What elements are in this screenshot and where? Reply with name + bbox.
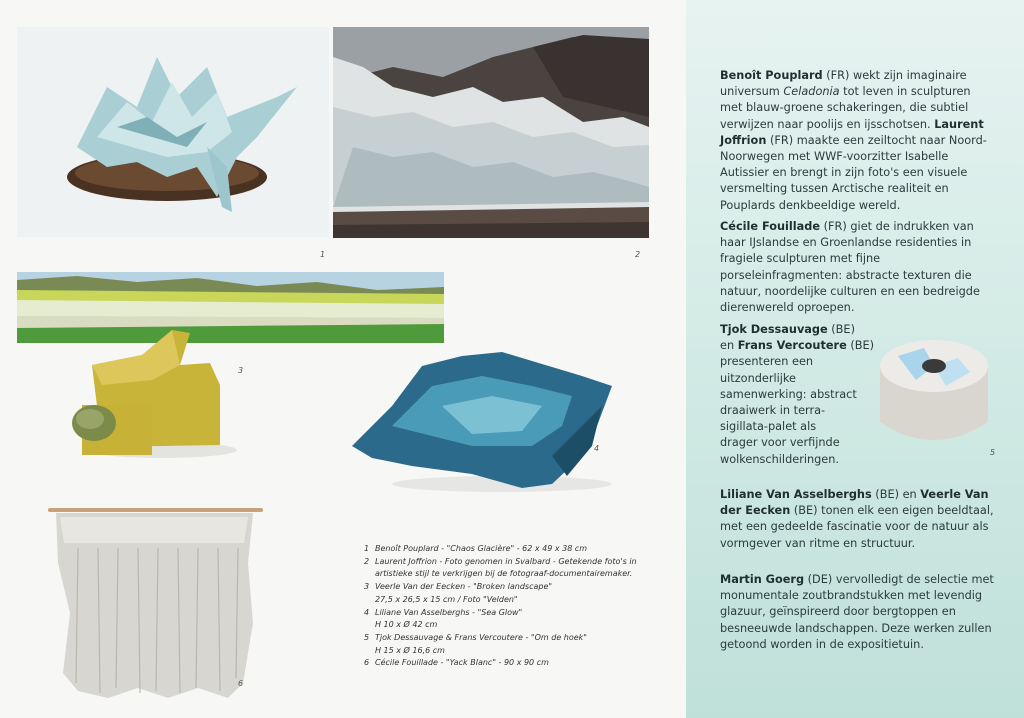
artwork-6-textile: [48, 503, 263, 703]
caption-list: [364, 543, 664, 670]
artist-name: Benoît Pouplard: [720, 69, 823, 82]
artwork-1-sculpture: [17, 27, 329, 237]
caption-item: 1 Benoît Pouplard - "Chaos Glacière" - 62 x 49 x 38 cm: [364, 544, 588, 553]
paragraph-dessauvage-vercoutere: Tjok Dessauvage (BE) en Frans Vercoutere (BE) presenteren een uitzonderlijke samenwerking: abstract draaiwerk in terra- sigillata-palet als drager voor verfijnde wolkenschilderingen.: [720, 323, 875, 466]
artwork-3-ceramic-sculpture: [62, 325, 237, 465]
artist-name: Cécile Fouillade: [720, 220, 821, 233]
artwork-2-glacier-photo: [333, 27, 649, 238]
artwork-5-ceramic-cylinder: [876, 336, 992, 454]
caption-item: 3 Veerle Van der Eecken - "Broken landscape" 27,5 x 26,5 x 15 cm / Foto "Velden": [364, 582, 553, 604]
artist-name: Martin Goerg: [720, 573, 805, 586]
caption-number-4: 4: [594, 444, 600, 453]
artist-name: Liliane Van Asselberghs: [720, 488, 872, 501]
caption-number-5: 5: [990, 448, 996, 457]
artist-name: Veerle Van der Eecken: [720, 488, 989, 518]
caption-number-1: 1: [320, 250, 326, 259]
caption-number-3: 3: [238, 366, 244, 375]
paragraph-pouplard-joffrion: Benoît Pouplard (FR) wekt zijn imaginaire universum Celadonia tot leven in sculpturen met blauw-groene schakeringen, die subtiel verwijzen naar poolijs en ijsschotsen. Laurent Joffrion (FR) maakte een zeiltocht naar Noord-Noorwegen met WWF-voorzitter Isabelle Autissier en brengt in zijn foto's een visuele versmelting tussen Arctische realiteit en Pouplards denkbeeldige wereld.: [720, 69, 987, 212]
artist-name: Frans Vercoutere: [737, 339, 847, 353]
artwork-4-glass-bowl: [352, 346, 618, 496]
artist-name: Tjok Dessauvage: [720, 323, 828, 336]
paragraph-fouillade: Cécile Fouillade (FR) giet de indrukken van haar IJslandse en Groenlandse residenties in fragiele sculpturen met fijne porseleinfragmenten: abstracte texturen die natuur, noordelijke culturen en een bedreigde dierenwereld oproepen.: [720, 220, 980, 315]
caption-item: 2 Laurent Joffrion - Foto genomen in Svalbard - Getekende foto's in artistieke stijl te verkrijgen bij de fotograaf-documentairemaker.: [364, 556, 637, 579]
paragraph-vanasselberghs-vandereecken: Liliane Van Asselberghs (BE) en Veerle Van der Eecken (BE) tonen elk een eigen beeldtaal, met een gedeelde fascinatie voor de natuur als vormgever van ritme en structuur.: [720, 488, 994, 550]
artist-name: Laurent Joffrion: [720, 117, 984, 147]
caption-number-6: 6: [238, 679, 244, 688]
caption-item: 6 Cécile Fouillade - "Yack Blanc" - 90 x 90 cm: [364, 658, 549, 668]
caption-item: 5 Tjok Dessauvage & Frans Vercoutere - "Om de hoek" H 15 x Ø 16,6 cm: [364, 632, 587, 655]
paragraph-goerg: Martin Goerg (DE) vervolledigt de selectie met monumentale zoutbrandstukken met levendig glazuur, geïnspireerd door bergtoppen en besneeuwde landschappen. Deze werken zullen getoond worden in de expositietuin.: [720, 573, 994, 651]
caption-number-2: 2: [635, 250, 641, 259]
caption-item: 4 Liliane Van Asselberghs - "Sea Glow" H 10 x Ø 42 cm: [364, 607, 523, 630]
